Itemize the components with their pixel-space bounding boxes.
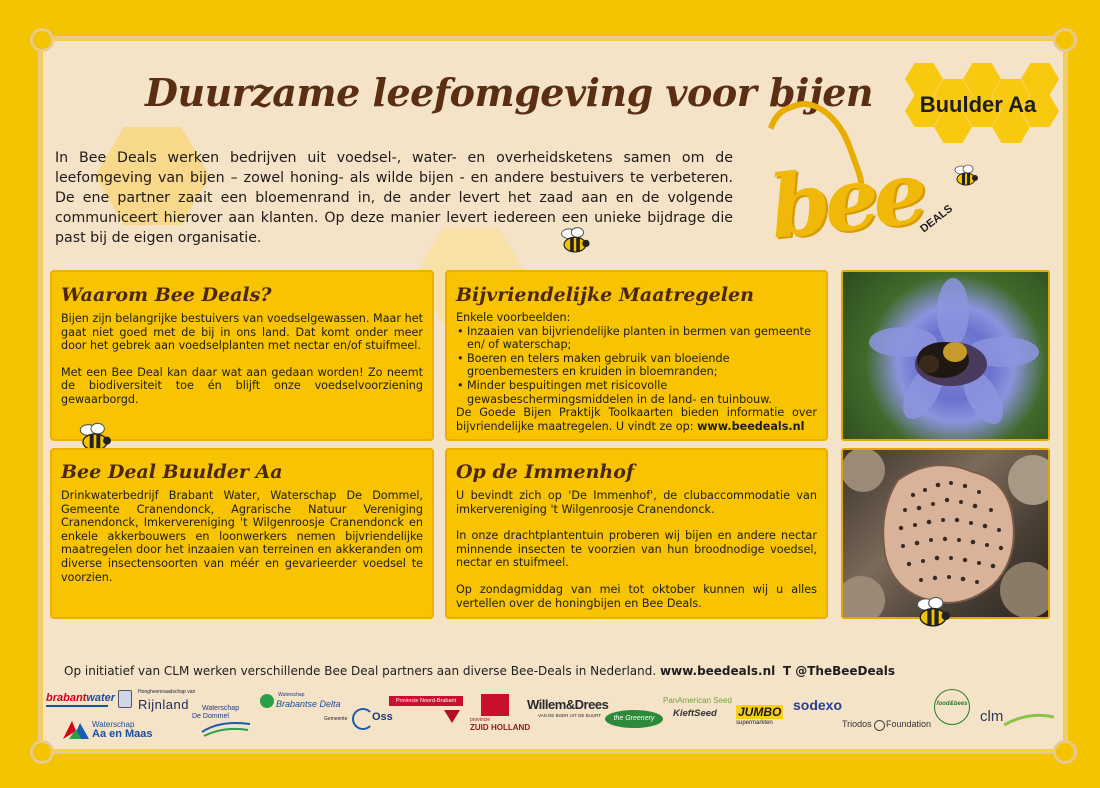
box-paragraph: Bijen zijn belangrijke bestuivers van voedselgewassen. Maar het gaat niet goed met de bij in ons land. Dat komt onder meer door het gebrek aan voedselplanten met nectar en/of stuifmeel.	[61, 312, 423, 353]
list-item: • Boeren en telers maken gebruik van bloeiende groenbemesters en kruiden in bloemranden;	[467, 352, 817, 379]
frame-corner	[30, 740, 54, 764]
logo-willem-drees: Willem&Drees	[527, 697, 609, 712]
frame-corner	[1053, 28, 1077, 52]
footer-statement: Op initiatief van CLM werken verschillende Bee Deal partners aan diverse Bee-Deals in Nederland.	[64, 664, 661, 678]
logo-rijnland-caption: Hoogheemraadschap van	[138, 689, 196, 695]
box-lead: Enkele voorbeelden:	[456, 311, 571, 324]
intro-paragraph: In Bee Deals werken bedrijven uit voedsel-, water- en overheidsketens samen om de leefomgeving van bijen – zowel honing- als wilde bijen - en andere bestuivers te verbeteren. De ene partner zaait een bloemenrand in, de ander levert het zaad aan en de volgende communiceert hierover aan klanten. Op deze manier levert iedereen een unieke bijdrage die past bij de eigen organisatie.	[55, 150, 733, 246]
box-paragraph: U bevindt zich op 'De Immenhof', de clubaccommodatie van imkervereniging 't Wilgenroosje Cranendonck.	[456, 489, 817, 516]
logo-sodexo: sodexo	[793, 697, 843, 713]
box-bijvriendelijke-maatregelen	[445, 270, 828, 441]
box-paragraph: Drinkwaterbedrijf Brabant Water, Waterschap De Dommel, Gemeente Cranendonck, Agrarische Natuur Vereniging Cranendonck, Imkervereniging 't Wilgenroosje Cranendonck en enkele akkerbouwers en loonwerkers nemen bijvriendelijke maatregelen door het inzaaien van terreinen en akkeranden om diverse insectensoorten van méér en gevarieerder voedsel te voorzien.	[61, 489, 423, 584]
logo-jumbo-caption: supermarkten	[736, 720, 773, 726]
bee-icon	[952, 164, 980, 188]
box-heading: Bijvriendelijke Maatregelen	[456, 284, 754, 306]
logo-location-name: Buulder Aa	[919, 92, 1037, 117]
logo-kieft-seed: KieftSeed	[673, 708, 717, 719]
logo-noord-brabant: Provincie Noord-Brabant	[389, 696, 463, 706]
logo-deals-word: DEALS	[918, 202, 956, 236]
photo-insect-hotel	[841, 448, 1050, 619]
page-title: Duurzame leefomgeving voor bijen	[145, 70, 874, 115]
logo-zuid-holland-caption: provincie	[470, 717, 491, 723]
dommel-wave-icon	[200, 718, 252, 738]
measures-list	[456, 325, 817, 407]
rijnland-crest-icon	[118, 690, 132, 708]
logo-aa-en-maas-caption: Waterschap	[92, 720, 135, 729]
logo-oss: Oss	[372, 711, 393, 723]
frame-corner	[30, 28, 54, 52]
triodos-icon	[874, 720, 885, 731]
logo-brabantse-delta-caption: Waterschap	[278, 692, 305, 698]
logo-food-and-bees: food&bees	[936, 701, 968, 707]
logo-jumbo: JUMBO	[738, 705, 782, 719]
logo-clm: clm	[980, 708, 1004, 725]
frame-corner	[1053, 740, 1077, 764]
logo-rijnland: Rijnland	[138, 697, 189, 712]
brabantse-delta-icon	[260, 694, 274, 708]
zuid-holland-crest-icon	[481, 694, 509, 716]
box-bee-deal-buulder-aa	[50, 448, 434, 619]
footer-text	[64, 664, 895, 678]
logo-dommel-caption: Waterschap	[202, 705, 240, 712]
box-paragraph: Met een Bee Deal kan daar wat aan gedaan worden! Zo neemt de biodiversiteit toe én blijft onze voedselvoorziening gewaarborgd.	[61, 365, 423, 406]
logo-brabantse-delta: Brabantse Delta	[276, 699, 341, 709]
clm-swoosh-icon	[1004, 713, 1054, 727]
logo-dommel: De Dommel	[192, 713, 229, 720]
logo-willem-drees-caption: VAN DE BOER UIT DE BUURT	[538, 713, 602, 718]
beedeals-link[interactable]: www.beedeals.nl	[697, 419, 805, 433]
logo-zuid-holland-a: ZUID	[470, 723, 489, 732]
logo-panamerican-seed: PanAmerican Seed	[663, 696, 732, 705]
logo-triodos-foundation: Foundation	[886, 719, 932, 729]
box-heading: Waarom Bee Deals?	[61, 284, 272, 306]
box-paragraph: Op zondagmiddag van mei tot oktober kunnen wij u alles vertellen over de honingbijen en Bee Deals.	[456, 582, 817, 610]
box-waarom-bee-deals	[50, 270, 434, 441]
logo-aa-en-maas: Aa en Maas	[92, 728, 153, 740]
list-item: • Inzaaien van bijvriendelijke planten in bermen van gemeente en/ of waterschap;	[467, 325, 817, 352]
bee-icon	[558, 226, 592, 256]
logo-zuid-holland-b: HOLLAND	[491, 723, 531, 732]
logo-brabant-water: brabantwater	[46, 692, 115, 707]
logo-bee-word: bee	[765, 142, 927, 259]
box-heading: Op de Immenhof	[456, 461, 635, 483]
logo-triodos: Triodos	[842, 719, 872, 729]
box-paragraph: In onze drachtplantentuin proberen wij bijen en andere nectar minnende insecten te voorzien van hun broodnodige voedsel, nectar en stuifmeel.	[456, 529, 817, 570]
food-and-bees-ring-icon	[934, 689, 970, 725]
footer-twitter-handle[interactable]: T @TheBeeDeals	[782, 664, 895, 678]
photo-bee-on-cornflower	[841, 270, 1050, 441]
aa-en-maas-icon	[63, 719, 89, 739]
logo-oss-caption: Gemeente	[324, 716, 348, 722]
box-paragraph: De Goede Bijen Praktijk Toolkaarten bieden informatie over bijvriendelijke maatregelen. U vindt ze op:	[456, 406, 817, 433]
bee-icon	[913, 596, 953, 630]
footer-website-link[interactable]: www.beedeals.nl	[660, 664, 776, 678]
list-item: • Minder bespuitingen met risicovolle gewasbeschermingsmiddelen in de land- en tuinbouw.	[467, 379, 817, 406]
logo-the-greenery: the Greenery	[605, 710, 663, 728]
box-heading: Bee Deal Buulder Aa	[61, 461, 283, 483]
oss-icon	[352, 708, 374, 730]
box-op-de-immenhof	[445, 448, 828, 619]
